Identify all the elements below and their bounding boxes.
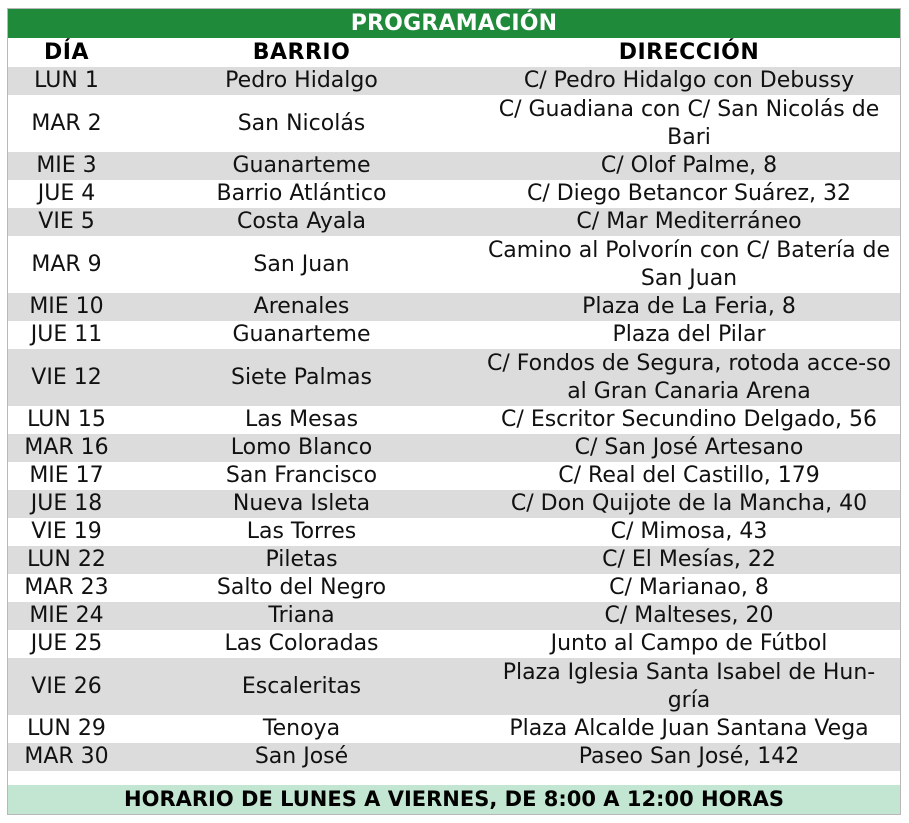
- table-row: [8, 152, 900, 180]
- cell-barrio: Triana: [125, 602, 478, 630]
- table-row: [8, 743, 900, 771]
- table-row: [8, 574, 900, 602]
- cell-barrio: Arenales: [125, 293, 478, 321]
- table-row: [8, 236, 900, 293]
- cell-direccion: C/ Malteses, 20: [478, 602, 900, 630]
- cell-dia: LUN 15: [8, 406, 125, 434]
- cell-direccion: Junto al Campo de Fútbol: [478, 630, 900, 658]
- cell-dia: VIE 19: [8, 518, 125, 546]
- cell-barrio: San José: [125, 743, 478, 771]
- cell-barrio: Las Coloradas: [125, 630, 478, 658]
- cell-dia: VIE 12: [8, 349, 125, 406]
- cell-dia: JUE 4: [8, 180, 125, 208]
- schedule-table: [8, 38, 900, 771]
- cell-barrio: Escaleritas: [125, 658, 478, 715]
- cell-barrio: Siete Palmas: [125, 349, 478, 406]
- cell-barrio: Lomo Blanco: [125, 434, 478, 462]
- table-row: [8, 95, 900, 152]
- cell-direccion: C/ Guadiana con C/ San Nicolás de Bari: [478, 95, 900, 152]
- cell-dia: VIE 26: [8, 658, 125, 715]
- table-row: [8, 434, 900, 462]
- cell-barrio: Piletas: [125, 546, 478, 574]
- cell-barrio: San Juan: [125, 236, 478, 293]
- cell-dia: JUE 18: [8, 490, 125, 518]
- table-row: [8, 180, 900, 208]
- table-row: [8, 462, 900, 490]
- cell-direccion: Camino al Polvorín con C/ Batería de San Juan: [478, 236, 900, 293]
- cell-dia: LUN 29: [8, 715, 125, 743]
- table-row: [8, 67, 900, 95]
- table-row: [8, 546, 900, 574]
- cell-direccion: C/ El Mesías, 22: [478, 546, 900, 574]
- cell-direccion: C/ Real del Castillo, 179: [478, 462, 900, 490]
- cell-barrio: Barrio Atlántico: [125, 180, 478, 208]
- cell-direccion: Plaza del Pilar: [478, 321, 900, 349]
- table-row: [8, 490, 900, 518]
- table-row: [8, 208, 900, 236]
- table-row: [8, 293, 900, 321]
- cell-direccion: C/ Mar Mediterráneo: [478, 208, 900, 236]
- cell-direccion: C/ Olof Palme, 8: [478, 152, 900, 180]
- header-dia: DÍA: [8, 38, 125, 67]
- cell-dia: VIE 5: [8, 208, 125, 236]
- header-row: [8, 38, 900, 67]
- header-barrio: BARRIO: [125, 38, 478, 67]
- cell-barrio: Salto del Negro: [125, 574, 478, 602]
- cell-barrio: Nueva Isleta: [125, 490, 478, 518]
- table-title: PROGRAMACIÓN: [8, 9, 900, 38]
- cell-dia: LUN 22: [8, 546, 125, 574]
- cell-dia: MIE 10: [8, 293, 125, 321]
- schedule-table-frame: [7, 8, 901, 815]
- cell-barrio: San Francisco: [125, 462, 478, 490]
- cell-direccion: C/ Don Quijote de la Mancha, 40: [478, 490, 900, 518]
- cell-dia: JUE 25: [8, 630, 125, 658]
- cell-dia: MAR 9: [8, 236, 125, 293]
- cell-direccion: C/ Marianao, 8: [478, 574, 900, 602]
- cell-barrio: Costa Ayala: [125, 208, 478, 236]
- cell-barrio: Las Torres: [125, 518, 478, 546]
- cell-direccion: C/ Mimosa, 43: [478, 518, 900, 546]
- cell-barrio: Guanarteme: [125, 321, 478, 349]
- cell-direccion: C/ Pedro Hidalgo con Debussy: [478, 67, 900, 95]
- cell-dia: MIE 3: [8, 152, 125, 180]
- table-row: [8, 602, 900, 630]
- cell-dia: MAR 2: [8, 95, 125, 152]
- cell-barrio: Guanarteme: [125, 152, 478, 180]
- cell-barrio: Tenoya: [125, 715, 478, 743]
- cell-dia: MIE 17: [8, 462, 125, 490]
- cell-direccion: Plaza de La Feria, 8: [478, 293, 900, 321]
- cell-barrio: Las Mesas: [125, 406, 478, 434]
- cell-direccion: Paseo San José, 142: [478, 743, 900, 771]
- cell-dia: MAR 16: [8, 434, 125, 462]
- table-row: [8, 630, 900, 658]
- cell-direccion: C/ Diego Betancor Suárez, 32: [478, 180, 900, 208]
- cell-dia: JUE 11: [8, 321, 125, 349]
- cell-direccion: C/ Fondos de Segura, rotoda acce-so al Gran Canaria Arena: [478, 349, 900, 406]
- cell-dia: MIE 24: [8, 602, 125, 630]
- cell-direccion: C/ Escritor Secundino Delgado, 56: [478, 406, 900, 434]
- table-row: [8, 321, 900, 349]
- cell-dia: MAR 30: [8, 743, 125, 771]
- table-body: [8, 67, 900, 771]
- table-row: [8, 715, 900, 743]
- schedule-footer: HORARIO DE LUNES A VIERNES, DE 8:00 A 12:00 HORAS: [8, 785, 900, 814]
- table-row: [8, 406, 900, 434]
- cell-barrio: San Nicolás: [125, 95, 478, 152]
- table-row: [8, 518, 900, 546]
- cell-barrio: Pedro Hidalgo: [125, 67, 478, 95]
- header-direccion: DIRECCIÓN: [478, 38, 900, 67]
- table-row: [8, 658, 900, 715]
- cell-direccion: C/ San José Artesano: [478, 434, 900, 462]
- table-row: [8, 349, 900, 406]
- cell-direccion: Plaza Alcalde Juan Santana Vega: [478, 715, 900, 743]
- cell-dia: MAR 23: [8, 574, 125, 602]
- cell-direccion: Plaza Iglesia Santa Isabel de Hun-gría: [478, 658, 900, 715]
- cell-dia: LUN 1: [8, 67, 125, 95]
